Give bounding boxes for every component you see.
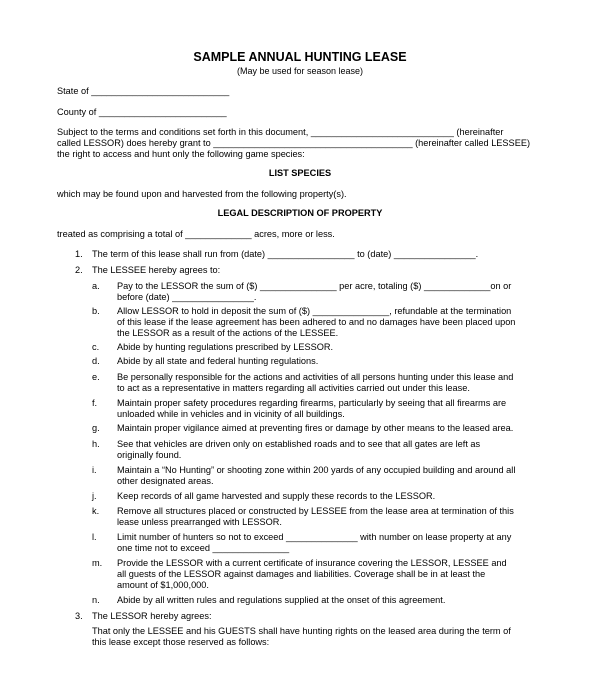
clause-2-number: 2.: [75, 265, 83, 275]
clause-1-text: The term of this lease shall run from (date) _________________ to (date) ________________.: [92, 249, 479, 259]
clause-3-body-line-2: this lease except those reserved as follows:: [92, 637, 270, 647]
item-letter: f.: [92, 398, 98, 408]
state-field: State of ___________________________: [57, 86, 230, 96]
clause-3-body-line-1: That only the LESSEE and his GUESTS shall have hunting rights on the leased area during the term of: [92, 626, 511, 636]
item-line: Pay to the LESSOR the sum of ($) _______________ per acre, totaling ($) _____________on or: [117, 281, 512, 291]
intro-line-3: the right to access and hunt only the following game species:: [57, 149, 305, 159]
item-line: Allow LESSOR to hold in deposit the sum of ($) _______________, refundable at the termination: [117, 306, 512, 316]
item-line: Abide by all written rules and regulations supplied at the onset of this agreement.: [117, 595, 446, 605]
county-field: County of _________________________: [57, 107, 227, 117]
item-line: Abide by all state and federal hunting regulations.: [117, 356, 319, 366]
item-letter: j.: [92, 491, 97, 501]
item-line: before (date) ________________.: [117, 292, 257, 302]
item-letter: a.: [92, 281, 100, 291]
item-line: to act as a representative in matters regarding all activities carried out under this lease.: [117, 383, 470, 393]
item-line: amount of $1,000,000.: [117, 580, 209, 590]
species-after-text: which may be found upon and harvested from the following property(s).: [57, 189, 347, 199]
item-letter: c.: [92, 342, 100, 352]
species-heading: LIST SPECIES: [268, 168, 332, 178]
clause-3-text: The LESSOR hereby agrees:: [92, 611, 212, 621]
acres-line: treated as comprising a total of _____________ acres, more or less.: [57, 229, 335, 239]
item-letter: m.: [92, 558, 103, 568]
intro-line-2: called LESSOR) does hereby grant to _______________________________________ (hereinafter called LESSEE): [57, 138, 531, 148]
item-letter: l.: [92, 532, 97, 542]
item-line: Remove all structures placed or constructed by LESSEE from the lease area at termination of this: [117, 506, 514, 516]
document-title: SAMPLE ANNUAL HUNTING LEASE: [193, 50, 407, 64]
item-line: Limit number of hunters so not to exceed ______________ with number on lease property at any: [117, 532, 512, 542]
item-line: Be personally responsible for the actions and activities of all persons hunting under this lease and: [117, 372, 514, 382]
clause-1-number: 1.: [75, 249, 83, 259]
item-line: See that vehicles are driven only on established roads and to see that all gates are left as: [117, 439, 481, 449]
item-letter: k.: [92, 506, 100, 516]
item-line: Provide the LESSOR with a current certificate of insurance covering the LESSOR, LESSEE and: [117, 558, 507, 568]
item-line: of this lease if the lease agreement has been adhered to and no damages have been placed upon: [117, 317, 516, 327]
item-line: one time not to exceed _______________: [117, 543, 290, 553]
item-line: originally found.: [117, 450, 182, 460]
item-line: all guests of the LESSOR against damages and liabilities. Coverage shall be in at least the: [117, 569, 486, 579]
item-line: Keep records of all game harvested and supply these records to the LESSOR.: [117, 491, 436, 501]
clause-2-text: The LESSEE hereby agrees to:: [92, 265, 221, 275]
item-letter: d.: [92, 356, 100, 366]
item-letter: n.: [92, 595, 100, 605]
item-letter: i.: [92, 465, 97, 475]
item-line: Maintain proper vigilance aimed at preventing fires or damage by other means to the leased area.: [117, 423, 514, 433]
item-letter: e.: [92, 372, 100, 382]
item-letter: b.: [92, 306, 100, 316]
item-letter: g.: [92, 423, 100, 433]
item-line: lease unless prearranged with LESSOR.: [117, 517, 282, 527]
item-line: Abide by hunting regulations prescribed by LESSOR.: [117, 342, 334, 352]
item-letter: h.: [92, 439, 100, 449]
item-line: the LESSOR as a result of the actions of the LESSEE.: [117, 328, 339, 338]
legal-description-heading: LEGAL DESCRIPTION OF PROPERTY: [217, 208, 383, 218]
item-line: other designated areas.: [117, 476, 214, 486]
item-line: Maintain proper safety procedures regarding firearms, particularly by seeing that all firearms are: [117, 398, 507, 408]
document-subtitle: (May be used for season lease): [236, 66, 364, 76]
item-line: unloaded while in vehicles and in vicinity of all buildings.: [117, 409, 345, 419]
clause-3-number: 3.: [75, 611, 83, 621]
item-line: Maintain a “No Hunting” or shooting zone within 200 yards of any occupied building and around all: [117, 465, 516, 475]
intro-line-1: Subject to the terms and conditions set forth in this document, ____________________________ (hereinafter: [57, 127, 504, 137]
